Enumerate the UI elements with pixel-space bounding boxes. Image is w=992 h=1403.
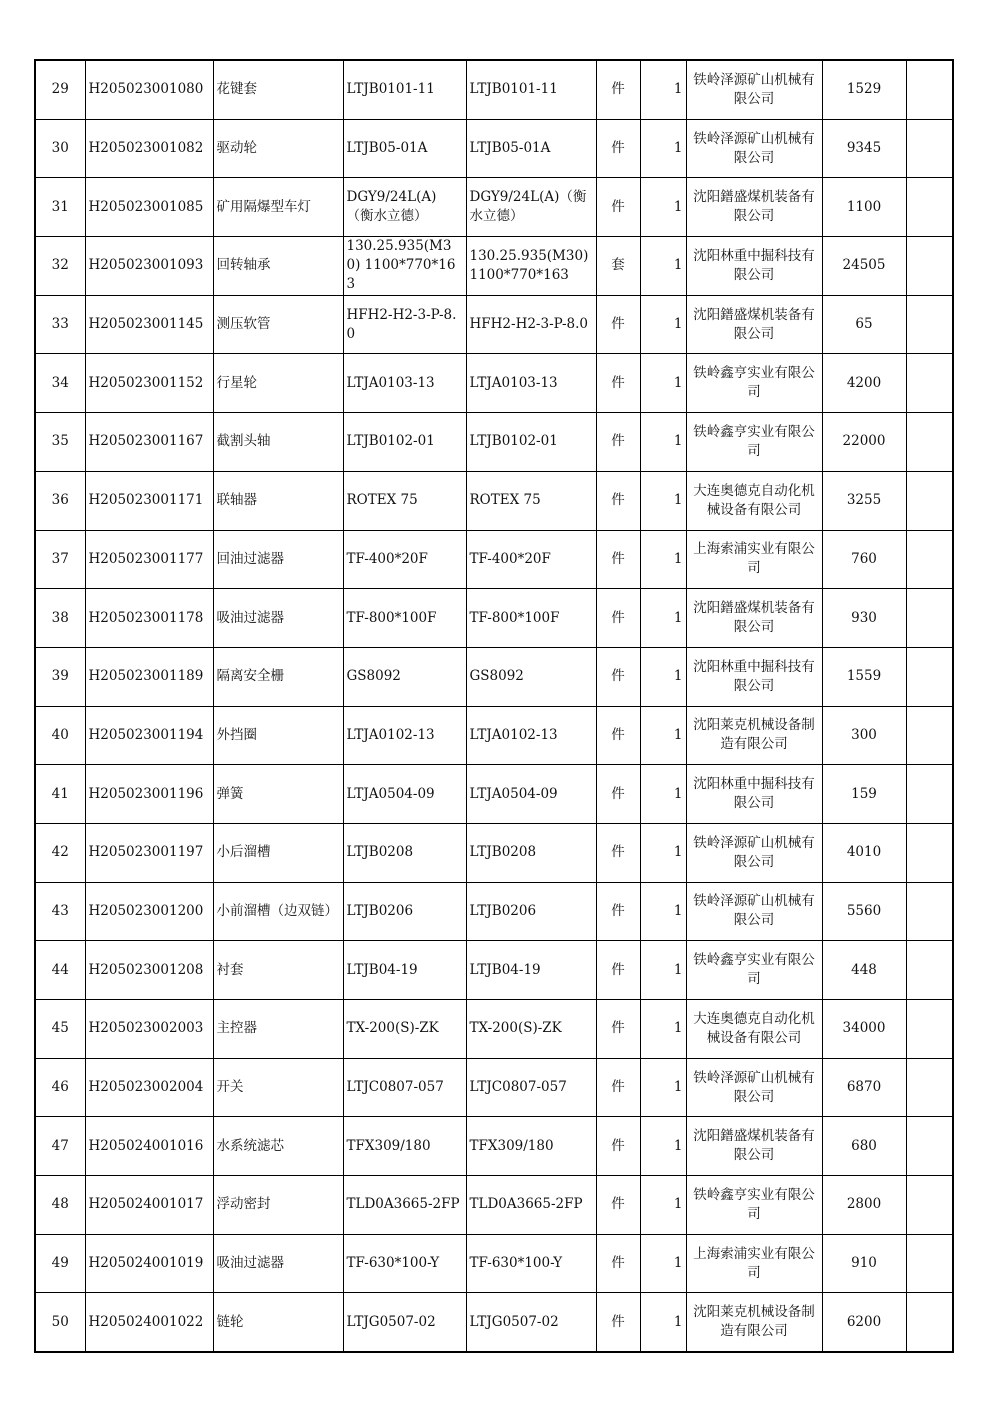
row-number-cell: 31 bbox=[35, 178, 85, 237]
material-code-cell: H205023001194 bbox=[85, 706, 213, 765]
table-row bbox=[35, 765, 953, 824]
remark-cell bbox=[906, 765, 953, 824]
material-code-cell: H205023001152 bbox=[85, 354, 213, 413]
quantity-cell: 1 bbox=[640, 589, 686, 648]
unit-price-cell: 6870 bbox=[822, 1058, 906, 1117]
material-code-cell: H205023001178 bbox=[85, 589, 213, 648]
unit-price-cell: 9345 bbox=[822, 119, 906, 178]
remark-cell bbox=[906, 60, 953, 119]
part-spec-cell: DGY9/24L(A)（衡水立德） bbox=[343, 178, 466, 237]
part-model-cell: LTJG0507-02 bbox=[466, 1293, 596, 1352]
table-row bbox=[35, 60, 953, 119]
quantity-cell: 1 bbox=[640, 1117, 686, 1176]
row-number-cell: 33 bbox=[35, 295, 85, 354]
quantity-cell: 1 bbox=[640, 1000, 686, 1059]
part-model-cell: DGY9/24L(A)（衡水立德） bbox=[466, 178, 596, 237]
unit-price-cell: 159 bbox=[822, 765, 906, 824]
unit-cell: 件 bbox=[596, 1117, 640, 1176]
supplier-name-cell: 沈阳莱克机械设备制造有限公司 bbox=[686, 1293, 822, 1352]
unit-price-cell: 65 bbox=[822, 295, 906, 354]
part-spec-cell: TFX309/180 bbox=[343, 1117, 466, 1176]
row-number-cell: 49 bbox=[35, 1234, 85, 1293]
part-name-cell: 浮动密封 bbox=[213, 1176, 343, 1235]
material-code-cell: H205023002004 bbox=[85, 1058, 213, 1117]
part-name-cell: 链轮 bbox=[213, 1293, 343, 1352]
remark-cell bbox=[906, 1234, 953, 1293]
unit-cell: 件 bbox=[596, 178, 640, 237]
remark-cell bbox=[906, 1058, 953, 1117]
unit-price-cell: 930 bbox=[822, 589, 906, 648]
supplier-name-cell: 沈阳鐠盛煤机装备有限公司 bbox=[686, 178, 822, 237]
part-spec-cell: TLD0A3665-2FP bbox=[343, 1176, 466, 1235]
remark-cell bbox=[906, 706, 953, 765]
remark-cell bbox=[906, 1117, 953, 1176]
quantity-cell: 1 bbox=[640, 119, 686, 178]
unit-cell: 件 bbox=[596, 471, 640, 530]
row-number-cell: 37 bbox=[35, 530, 85, 589]
part-model-cell: TF-400*20F bbox=[466, 530, 596, 589]
part-name-cell: 小后溜槽 bbox=[213, 823, 343, 882]
supplier-name-cell: 铁岭鑫亨实业有限公司 bbox=[686, 941, 822, 1000]
part-name-cell: 回转轴承 bbox=[213, 237, 343, 296]
quantity-cell: 1 bbox=[640, 413, 686, 472]
table-row bbox=[35, 647, 953, 706]
row-number-cell: 41 bbox=[35, 765, 85, 824]
part-spec-cell: LTJC0807-057 bbox=[343, 1058, 466, 1117]
unit-cell: 件 bbox=[596, 882, 640, 941]
material-code-cell: H205024001019 bbox=[85, 1234, 213, 1293]
remark-cell bbox=[906, 119, 953, 178]
part-name-cell: 隔离安全栅 bbox=[213, 647, 343, 706]
row-number-cell: 30 bbox=[35, 119, 85, 178]
part-spec-cell: TF-800*100F bbox=[343, 589, 466, 648]
unit-cell: 件 bbox=[596, 1176, 640, 1235]
part-model-cell: LTJB05-01A bbox=[466, 119, 596, 178]
unit-cell: 件 bbox=[596, 354, 640, 413]
part-spec-cell: TF-400*20F bbox=[343, 530, 466, 589]
supplier-name-cell: 铁岭鑫亨实业有限公司 bbox=[686, 354, 822, 413]
unit-cell: 件 bbox=[596, 706, 640, 765]
unit-price-cell: 1559 bbox=[822, 647, 906, 706]
part-model-cell: TF-630*100-Y bbox=[466, 1234, 596, 1293]
quantity-cell: 1 bbox=[640, 237, 686, 296]
part-name-cell: 驱动轮 bbox=[213, 119, 343, 178]
quantity-cell: 1 bbox=[640, 471, 686, 530]
remark-cell bbox=[906, 589, 953, 648]
part-name-cell: 主控器 bbox=[213, 1000, 343, 1059]
part-model-cell: TF-800*100F bbox=[466, 589, 596, 648]
row-number-cell: 34 bbox=[35, 354, 85, 413]
supplier-name-cell: 沈阳林重中掘科技有限公司 bbox=[686, 237, 822, 296]
part-model-cell: LTJB0206 bbox=[466, 882, 596, 941]
part-spec-cell: LTJB05-01A bbox=[343, 119, 466, 178]
unit-price-cell: 300 bbox=[822, 706, 906, 765]
unit-price-cell: 5560 bbox=[822, 882, 906, 941]
unit-price-cell: 1100 bbox=[822, 178, 906, 237]
table-row bbox=[35, 1293, 953, 1352]
part-spec-cell: ROTEX 75 bbox=[343, 471, 466, 530]
unit-cell: 件 bbox=[596, 1058, 640, 1117]
quantity-cell: 1 bbox=[640, 765, 686, 824]
quantity-cell: 1 bbox=[640, 354, 686, 413]
unit-price-cell: 448 bbox=[822, 941, 906, 1000]
row-number-cell: 40 bbox=[35, 706, 85, 765]
part-name-cell: 小前溜槽（边双链） bbox=[213, 882, 343, 941]
supplier-name-cell: 铁岭泽源矿山机械有限公司 bbox=[686, 60, 822, 119]
table-row bbox=[35, 1234, 953, 1293]
unit-price-cell: 1529 bbox=[822, 60, 906, 119]
unit-price-cell: 4200 bbox=[822, 354, 906, 413]
unit-price-cell: 34000 bbox=[822, 1000, 906, 1059]
part-model-cell: TLD0A3665-2FP bbox=[466, 1176, 596, 1235]
part-model-cell: LTJB0101-11 bbox=[466, 60, 596, 119]
remark-cell bbox=[906, 1000, 953, 1059]
quantity-cell: 1 bbox=[640, 647, 686, 706]
quantity-cell: 1 bbox=[640, 295, 686, 354]
part-spec-cell: LTJB0101-11 bbox=[343, 60, 466, 119]
table-row bbox=[35, 1058, 953, 1117]
unit-price-cell: 4010 bbox=[822, 823, 906, 882]
unit-cell: 件 bbox=[596, 1000, 640, 1059]
quantity-cell: 1 bbox=[640, 941, 686, 1000]
unit-price-cell: 2800 bbox=[822, 1176, 906, 1235]
part-spec-cell: LTJB0208 bbox=[343, 823, 466, 882]
quantity-cell: 1 bbox=[640, 1176, 686, 1235]
part-spec-cell: LTJG0507-02 bbox=[343, 1293, 466, 1352]
table-row bbox=[35, 706, 953, 765]
material-code-cell: H205023001208 bbox=[85, 941, 213, 1000]
remark-cell bbox=[906, 178, 953, 237]
table-row bbox=[35, 823, 953, 882]
unit-cell: 件 bbox=[596, 530, 640, 589]
table-row bbox=[35, 237, 953, 296]
remark-cell bbox=[906, 882, 953, 941]
material-code-cell: H205024001022 bbox=[85, 1293, 213, 1352]
quantity-cell: 1 bbox=[640, 706, 686, 765]
supplier-name-cell: 铁岭泽源矿山机械有限公司 bbox=[686, 1058, 822, 1117]
table-row bbox=[35, 354, 953, 413]
row-number-cell: 38 bbox=[35, 589, 85, 648]
part-model-cell: LTJA0102-13 bbox=[466, 706, 596, 765]
unit-cell: 件 bbox=[596, 295, 640, 354]
part-spec-cell: LTJA0102-13 bbox=[343, 706, 466, 765]
remark-cell bbox=[906, 413, 953, 472]
supplier-name-cell: 沈阳林重中掘科技有限公司 bbox=[686, 647, 822, 706]
supplier-name-cell: 沈阳莱克机械设备制造有限公司 bbox=[686, 706, 822, 765]
table-row bbox=[35, 295, 953, 354]
material-code-cell: H205023001080 bbox=[85, 60, 213, 119]
unit-cell: 件 bbox=[596, 1293, 640, 1352]
supplier-name-cell: 铁岭鑫亨实业有限公司 bbox=[686, 1176, 822, 1235]
part-name-cell: 吸油过滤器 bbox=[213, 1234, 343, 1293]
row-number-cell: 35 bbox=[35, 413, 85, 472]
table-row bbox=[35, 1117, 953, 1176]
table-row bbox=[35, 941, 953, 1000]
unit-cell: 件 bbox=[596, 647, 640, 706]
unit-price-cell: 6200 bbox=[822, 1293, 906, 1352]
part-name-cell: 行星轮 bbox=[213, 354, 343, 413]
row-number-cell: 46 bbox=[35, 1058, 85, 1117]
quantity-cell: 1 bbox=[640, 1293, 686, 1352]
row-number-cell: 32 bbox=[35, 237, 85, 296]
remark-cell bbox=[906, 647, 953, 706]
part-name-cell: 外挡圈 bbox=[213, 706, 343, 765]
material-code-cell: H205023001171 bbox=[85, 471, 213, 530]
part-name-cell: 回油过滤器 bbox=[213, 530, 343, 589]
table-row bbox=[35, 119, 953, 178]
unit-cell: 件 bbox=[596, 60, 640, 119]
part-model-cell: LTJA0103-13 bbox=[466, 354, 596, 413]
unit-price-cell: 3255 bbox=[822, 471, 906, 530]
supplier-name-cell: 沈阳鐠盛煤机装备有限公司 bbox=[686, 295, 822, 354]
part-spec-cell: LTJA0103-13 bbox=[343, 354, 466, 413]
unit-cell: 件 bbox=[596, 1234, 640, 1293]
row-number-cell: 29 bbox=[35, 60, 85, 119]
part-model-cell: GS8092 bbox=[466, 647, 596, 706]
material-code-cell: H205023001200 bbox=[85, 882, 213, 941]
table-row bbox=[35, 413, 953, 472]
part-model-cell: 130.25.935(M30) 1100*770*163 bbox=[466, 237, 596, 296]
part-model-cell: ROTEX 75 bbox=[466, 471, 596, 530]
unit-price-cell: 760 bbox=[822, 530, 906, 589]
part-model-cell: TFX309/180 bbox=[466, 1117, 596, 1176]
material-code-cell: H205023002003 bbox=[85, 1000, 213, 1059]
quantity-cell: 1 bbox=[640, 530, 686, 589]
material-code-cell: H205024001017 bbox=[85, 1176, 213, 1235]
material-code-cell: H205023001145 bbox=[85, 295, 213, 354]
remark-cell bbox=[906, 471, 953, 530]
part-name-cell: 吸油过滤器 bbox=[213, 589, 343, 648]
part-name-cell: 开关 bbox=[213, 1058, 343, 1117]
table-row bbox=[35, 471, 953, 530]
quantity-cell: 1 bbox=[640, 1058, 686, 1117]
part-name-cell: 联轴器 bbox=[213, 471, 343, 530]
supplier-name-cell: 大连奥德克自动化机械设备有限公司 bbox=[686, 1000, 822, 1059]
material-code-cell: H205023001082 bbox=[85, 119, 213, 178]
row-number-cell: 48 bbox=[35, 1176, 85, 1235]
supplier-name-cell: 铁岭泽源矿山机械有限公司 bbox=[686, 119, 822, 178]
row-number-cell: 44 bbox=[35, 941, 85, 1000]
quantity-cell: 1 bbox=[640, 823, 686, 882]
supplier-name-cell: 铁岭泽源矿山机械有限公司 bbox=[686, 823, 822, 882]
quantity-cell: 1 bbox=[640, 1234, 686, 1293]
row-number-cell: 47 bbox=[35, 1117, 85, 1176]
remark-cell bbox=[906, 1293, 953, 1352]
unit-price-cell: 910 bbox=[822, 1234, 906, 1293]
table-row bbox=[35, 1000, 953, 1059]
supplier-name-cell: 沈阳鐠盛煤机装备有限公司 bbox=[686, 1117, 822, 1176]
material-code-cell: H205023001085 bbox=[85, 178, 213, 237]
part-model-cell: LTJB0102-01 bbox=[466, 413, 596, 472]
unit-cell: 件 bbox=[596, 119, 640, 178]
row-number-cell: 42 bbox=[35, 823, 85, 882]
part-model-cell: TX-200(S)-ZK bbox=[466, 1000, 596, 1059]
remark-cell bbox=[906, 354, 953, 413]
unit-cell: 件 bbox=[596, 413, 640, 472]
remark-cell bbox=[906, 823, 953, 882]
part-spec-cell: LTJB0206 bbox=[343, 882, 466, 941]
material-code-cell: H205023001093 bbox=[85, 237, 213, 296]
part-name-cell: 花键套 bbox=[213, 60, 343, 119]
supplier-name-cell: 铁岭鑫亨实业有限公司 bbox=[686, 413, 822, 472]
table-row bbox=[35, 1176, 953, 1235]
unit-cell: 件 bbox=[596, 823, 640, 882]
supplier-name-cell: 大连奥德克自动化机械设备有限公司 bbox=[686, 471, 822, 530]
part-model-cell: LTJB04-19 bbox=[466, 941, 596, 1000]
table-row bbox=[35, 178, 953, 237]
supplier-name-cell: 上海索浦实业有限公司 bbox=[686, 530, 822, 589]
remark-cell bbox=[906, 237, 953, 296]
supplier-name-cell: 铁岭泽源矿山机械有限公司 bbox=[686, 882, 822, 941]
supplier-name-cell: 沈阳林重中掘科技有限公司 bbox=[686, 765, 822, 824]
row-number-cell: 50 bbox=[35, 1293, 85, 1352]
unit-price-cell: 680 bbox=[822, 1117, 906, 1176]
remark-cell bbox=[906, 941, 953, 1000]
part-name-cell: 弹簧 bbox=[213, 765, 343, 824]
row-number-cell: 36 bbox=[35, 471, 85, 530]
unit-cell: 套 bbox=[596, 237, 640, 296]
material-code-cell: H205023001189 bbox=[85, 647, 213, 706]
part-spec-cell: TX-200(S)-ZK bbox=[343, 1000, 466, 1059]
part-spec-cell: LTJB0102-01 bbox=[343, 413, 466, 472]
unit-cell: 件 bbox=[596, 589, 640, 648]
unit-cell: 件 bbox=[596, 941, 640, 1000]
part-name-cell: 矿用隔爆型车灯 bbox=[213, 178, 343, 237]
material-code-cell: H205023001197 bbox=[85, 823, 213, 882]
quantity-cell: 1 bbox=[640, 178, 686, 237]
material-code-cell: H205024001016 bbox=[85, 1117, 213, 1176]
part-spec-cell: TF-630*100-Y bbox=[343, 1234, 466, 1293]
supplier-name-cell: 沈阳鐠盛煤机装备有限公司 bbox=[686, 589, 822, 648]
material-code-cell: H205023001167 bbox=[85, 413, 213, 472]
part-spec-cell: 130.25.935(M30) 1100*770*163 bbox=[343, 237, 466, 296]
remark-cell bbox=[906, 295, 953, 354]
row-number-cell: 45 bbox=[35, 1000, 85, 1059]
remark-cell bbox=[906, 530, 953, 589]
remark-cell bbox=[906, 1176, 953, 1235]
part-model-cell: LTJA0504-09 bbox=[466, 765, 596, 824]
unit-price-cell: 22000 bbox=[822, 413, 906, 472]
part-name-cell: 截割头轴 bbox=[213, 413, 343, 472]
part-spec-cell: HFH2-H2-3-P-8.0 bbox=[343, 295, 466, 354]
material-code-cell: H205023001177 bbox=[85, 530, 213, 589]
part-spec-cell: GS8092 bbox=[343, 647, 466, 706]
part-name-cell: 测压软管 bbox=[213, 295, 343, 354]
unit-cell: 件 bbox=[596, 765, 640, 824]
part-name-cell: 衬套 bbox=[213, 941, 343, 1000]
part-spec-cell: LTJB04-19 bbox=[343, 941, 466, 1000]
part-spec-cell: LTJA0504-09 bbox=[343, 765, 466, 824]
part-model-cell: LTJC0807-057 bbox=[466, 1058, 596, 1117]
part-name-cell: 水系统滤芯 bbox=[213, 1117, 343, 1176]
unit-price-cell: 24505 bbox=[822, 237, 906, 296]
table-row bbox=[35, 589, 953, 648]
row-number-cell: 39 bbox=[35, 647, 85, 706]
part-model-cell: LTJB0208 bbox=[466, 823, 596, 882]
part-model-cell: HFH2-H2-3-P-8.0 bbox=[466, 295, 596, 354]
quantity-cell: 1 bbox=[640, 882, 686, 941]
parts-table bbox=[34, 59, 954, 1353]
table-row bbox=[35, 882, 953, 941]
supplier-name-cell: 上海索浦实业有限公司 bbox=[686, 1234, 822, 1293]
table-row bbox=[35, 530, 953, 589]
quantity-cell: 1 bbox=[640, 60, 686, 119]
material-code-cell: H205023001196 bbox=[85, 765, 213, 824]
row-number-cell: 43 bbox=[35, 882, 85, 941]
